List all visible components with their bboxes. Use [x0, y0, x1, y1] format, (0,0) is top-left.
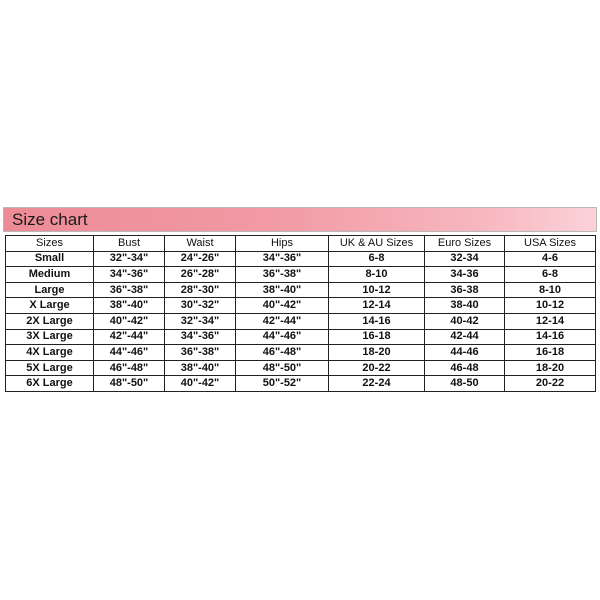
cell-uk-au: 16-18	[329, 329, 425, 345]
table-row	[6, 313, 596, 329]
cell-euro: 32-34	[425, 251, 505, 267]
cell-waist: 28"-30"	[165, 282, 236, 298]
cell-usa: 12-14	[505, 313, 596, 329]
cell-uk-au: 6-8	[329, 251, 425, 267]
table-row	[6, 329, 596, 345]
cell-euro: 36-38	[425, 282, 505, 298]
cell-hips: 44"-46"	[236, 329, 329, 345]
column-header-uk-au-sizes: UK & AU Sizes	[329, 236, 425, 252]
cell-bust: 38"-40"	[94, 298, 165, 314]
cell-hips: 40"-42"	[236, 298, 329, 314]
cell-hips: 50"-52"	[236, 376, 329, 392]
cell-euro: 46-48	[425, 360, 505, 376]
page-title: Size chart	[12, 210, 88, 229]
cell-hips: 34"-36"	[236, 251, 329, 267]
cell-usa: 18-20	[505, 360, 596, 376]
cell-waist: 24"-26"	[165, 251, 236, 267]
cell-size: Large	[6, 282, 94, 298]
cell-euro: 42-44	[425, 329, 505, 345]
table-row	[6, 251, 596, 267]
column-header-sizes: Sizes	[6, 236, 94, 252]
column-header-usa-sizes: USA Sizes	[505, 236, 596, 252]
table-row	[6, 267, 596, 283]
column-header-euro-sizes: Euro Sizes	[425, 236, 505, 252]
cell-usa: 14-16	[505, 329, 596, 345]
cell-size: 5X Large	[6, 360, 94, 376]
cell-size: 4X Large	[6, 345, 94, 361]
column-header-hips: Hips	[236, 236, 329, 252]
cell-size: Small	[6, 251, 94, 267]
cell-usa: 10-12	[505, 298, 596, 314]
cell-usa: 20-22	[505, 376, 596, 392]
cell-euro: 38-40	[425, 298, 505, 314]
cell-uk-au: 14-16	[329, 313, 425, 329]
cell-usa: 4-6	[505, 251, 596, 267]
cell-bust: 32"-34"	[94, 251, 165, 267]
cell-waist: 32"-34"	[165, 313, 236, 329]
cell-euro: 44-46	[425, 345, 505, 361]
size-table-container	[5, 235, 595, 392]
cell-hips: 48"-50"	[236, 360, 329, 376]
cell-size: 2X Large	[6, 313, 94, 329]
cell-waist: 40"-42"	[165, 376, 236, 392]
cell-euro: 34-36	[425, 267, 505, 283]
cell-uk-au: 10-12	[329, 282, 425, 298]
cell-size: 3X Large	[6, 329, 94, 345]
cell-hips: 46"-48"	[236, 345, 329, 361]
cell-bust: 36"-38"	[94, 282, 165, 298]
cell-uk-au: 8-10	[329, 267, 425, 283]
size-chart-header-bar	[3, 207, 597, 232]
cell-usa: 8-10	[505, 282, 596, 298]
cell-size: Medium	[6, 267, 94, 283]
table-row	[6, 298, 596, 314]
table-row	[6, 376, 596, 392]
cell-bust: 40"-42"	[94, 313, 165, 329]
table-header-row	[6, 236, 596, 252]
cell-usa: 16-18	[505, 345, 596, 361]
table-row	[6, 282, 596, 298]
cell-euro: 40-42	[425, 313, 505, 329]
cell-uk-au: 22-24	[329, 376, 425, 392]
cell-waist: 34"-36"	[165, 329, 236, 345]
cell-size: 6X Large	[6, 376, 94, 392]
cell-hips: 42"-44"	[236, 313, 329, 329]
table-row	[6, 360, 596, 376]
cell-bust: 44"-46"	[94, 345, 165, 361]
cell-hips: 38"-40"	[236, 282, 329, 298]
column-header-bust: Bust	[94, 236, 165, 252]
cell-waist: 26"-28"	[165, 267, 236, 283]
cell-usa: 6-8	[505, 267, 596, 283]
cell-bust: 34"-36"	[94, 267, 165, 283]
cell-waist: 30"-32"	[165, 298, 236, 314]
cell-bust: 42"-44"	[94, 329, 165, 345]
cell-waist: 38"-40"	[165, 360, 236, 376]
cell-bust: 46"-48"	[94, 360, 165, 376]
column-header-waist: Waist	[165, 236, 236, 252]
cell-uk-au: 18-20	[329, 345, 425, 361]
cell-size: X Large	[6, 298, 94, 314]
cell-waist: 36"-38"	[165, 345, 236, 361]
cell-uk-au: 12-14	[329, 298, 425, 314]
cell-uk-au: 20-22	[329, 360, 425, 376]
cell-hips: 36"-38"	[236, 267, 329, 283]
cell-euro: 48-50	[425, 376, 505, 392]
size-table	[5, 235, 596, 392]
cell-bust: 48"-50"	[94, 376, 165, 392]
table-row	[6, 345, 596, 361]
